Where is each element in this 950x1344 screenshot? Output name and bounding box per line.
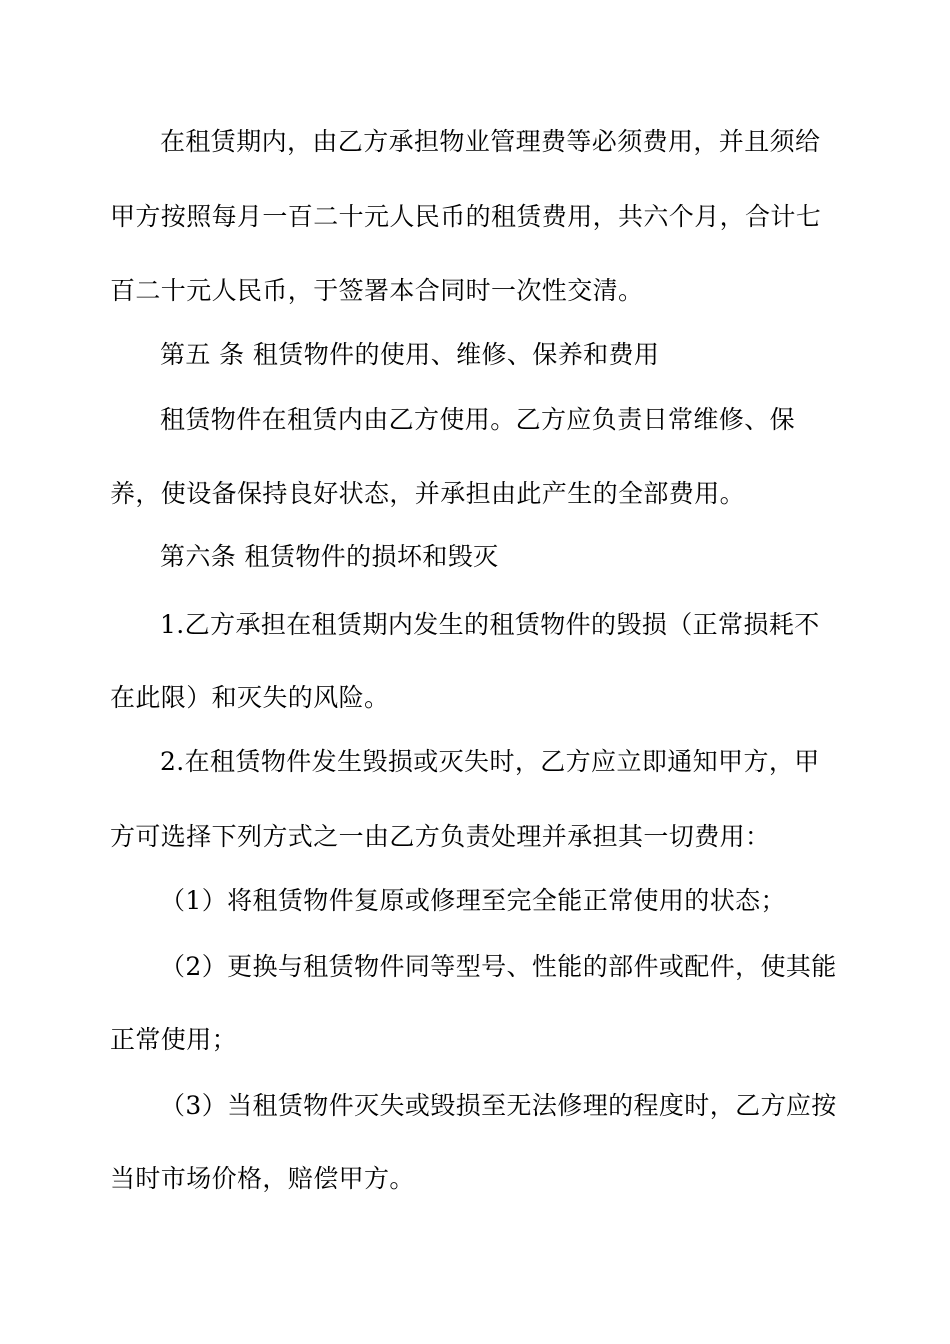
list-item: （2）更换与租赁物件同等型号、性能的部件或配件，使其能 bbox=[160, 952, 837, 981]
section-heading-article-5: 第五 条 租赁物件的使用、维修、保养和费用 bbox=[160, 340, 660, 369]
list-item: （3）当租赁物件灭失或毁损至无法修理的程度时，乙方应按 bbox=[160, 1091, 837, 1120]
section-heading-article-6: 第六条 租赁物件的损坏和毁灭 bbox=[160, 542, 499, 571]
paragraph-line: 甲方按照每月一百二十元人民币的租赁费用，共六个月，合计七 bbox=[110, 202, 822, 231]
paragraph-line: 百二十元人民币，于签署本合同时一次性交清。 bbox=[110, 276, 644, 305]
paragraph-line: 2.在租赁物件发生毁损或灭失时，乙方应立即通知甲方，甲 bbox=[160, 747, 820, 776]
list-item: （1）将租赁物件复原或修理至完全能正常使用的状态； bbox=[160, 886, 786, 915]
paragraph-line: 租赁物件在租赁内由乙方使用。乙方应负责日常维修、保 bbox=[160, 405, 796, 434]
paragraph-line: 1.乙方承担在租赁期内发生的租赁物件的毁损（正常损耗不 bbox=[160, 610, 820, 639]
paragraph-line: 当时市场价格，赔偿甲方。 bbox=[110, 1164, 415, 1193]
paragraph-line: 养，使设备保持良好状态，并承担由此产生的全部费用。 bbox=[110, 479, 746, 508]
paragraph-line: 在此限）和灭失的风险。 bbox=[110, 683, 390, 712]
paragraph-line: 正常使用； bbox=[110, 1025, 238, 1054]
paragraph-line: 方可选择下列方式之一由乙方负责处理并承担其一切费用： bbox=[110, 822, 771, 851]
paragraph-line: 在租赁期内，由乙方承担物业管理费等必须费用，并且须给 bbox=[160, 127, 821, 156]
